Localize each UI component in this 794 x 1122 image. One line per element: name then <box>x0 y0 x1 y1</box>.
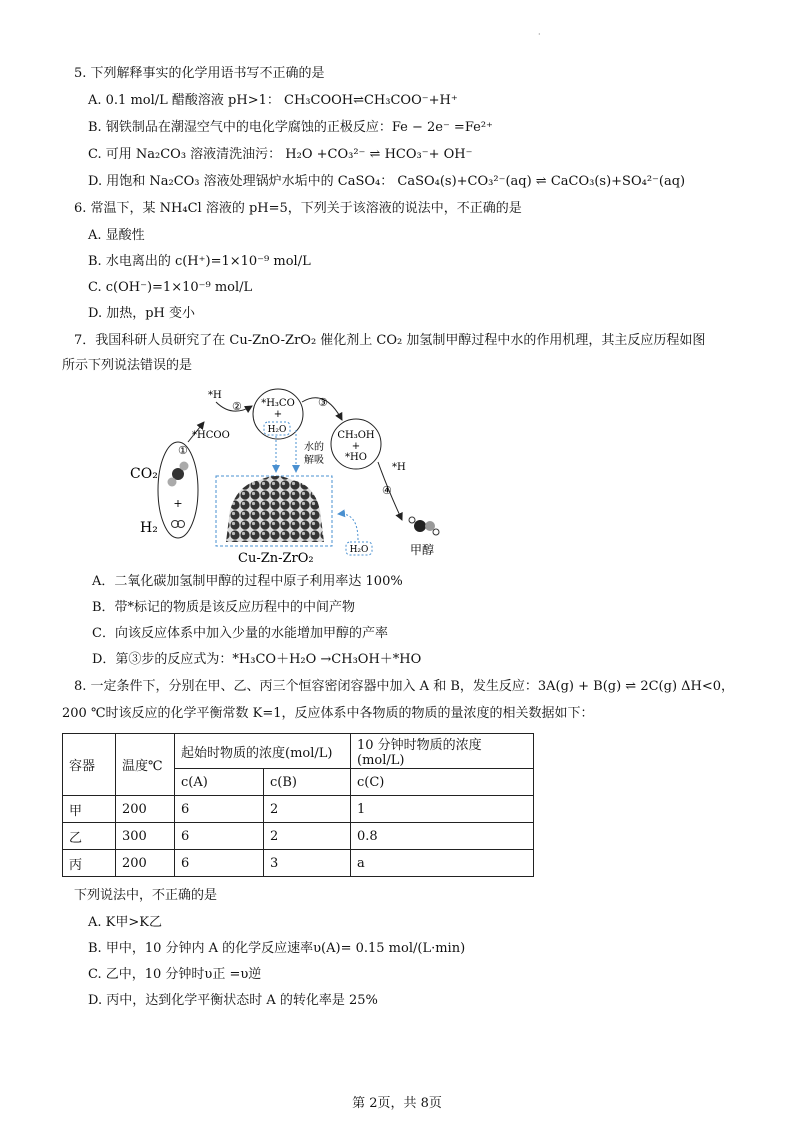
q6-stem: 6. 常温下，某 NH₄Cl 溶液的 pH=5，下列关于该溶液的说法中，不正确的是 <box>74 201 522 216</box>
catalyst-particles-icon <box>226 476 324 542</box>
h-star-label-1: *H <box>208 390 222 401</box>
hydrogen-atom-icon <box>409 517 415 523</box>
q7-option-c: C．向该反应体系中加入少量的水能增加甲醇的产率 <box>92 626 388 641</box>
q8-option-b: B. 甲中，10 分钟内 A 的化学反应速率υ(A)= 0.15 mol/(L·min) <box>88 941 466 956</box>
table-row <box>63 796 534 823</box>
q8-option-a: A. K甲>K乙 <box>88 915 162 930</box>
q6-option-c: C. c(OH⁻)=1×10⁻⁹ mol/L <box>88 280 253 295</box>
methanol-label: 甲醇 <box>410 543 435 557</box>
h3co-label: *H₃CO <box>261 398 295 409</box>
ho-label: *HO <box>345 452 367 463</box>
corner-mark: · <box>538 30 541 39</box>
table-cell: 300 <box>116 823 175 850</box>
header-container: 容器 <box>63 734 116 796</box>
oxygen-atom-icon <box>180 462 189 471</box>
h2o-label-2: H₂O <box>349 545 369 555</box>
table-cell: 1 <box>351 796 534 823</box>
product-plus: + <box>351 441 361 452</box>
intermediate-plus: + <box>273 409 283 420</box>
q5-stem <box>74 64 325 84</box>
header-temperature: 温度℃ <box>116 734 175 796</box>
step2-label: ② <box>232 400 242 413</box>
q7-option-b: B．带*标记的物质是该反应历程中的中间产物 <box>92 600 356 615</box>
q8-stem-line1: 8. 一定条件下，分别在甲、乙、丙三个恒容密闭容器中加入 A 和 B，发生反应：3A(g) + B(g) ⇌ 2C(g) ΔH<0， <box>74 679 735 694</box>
table-cell: 6 <box>175 850 264 877</box>
q7-stem-line2: 所示下列说法错误的是 <box>62 358 193 373</box>
q7-stem-line1: 7．我国科研人员研究了在 Cu-ZnO-ZrO₂ 催化剂上 CO₂ 加氢制甲醇过程中水的作用机理，其主反应历程如图 <box>74 333 706 348</box>
q7-option-a: A．二氧化碳加氢制甲醇的过程中原子利用率达 100% <box>92 574 403 589</box>
q5-option-c: C. 可用 Na₂CO₃ 溶液清洗油污： H₂O +CO₃²⁻ ⇌ HCO₃⁻+ OH⁻ <box>88 147 473 162</box>
q8-stem-line2: 200 ℃时该反应的化学平衡常数 K=1，反应体系中各物质的物质的量浓度的相关数据如下： <box>62 706 594 721</box>
header-cB: c(B) <box>264 769 351 796</box>
reaction-mechanism-diagram <box>120 380 460 570</box>
q8-option-c: C. 乙中，10 分钟时υ正 =υ逆 <box>88 967 262 982</box>
q6-option-d: D. 加热，pH 变小 <box>88 306 196 321</box>
water-return-arrow <box>338 514 358 540</box>
ch3oh-label: CH₃OH <box>337 430 375 441</box>
table-cell: 6 <box>175 823 264 850</box>
header-10min-concentration: 10 分钟时物质的浓度(mol/L) <box>351 734 534 769</box>
table-row <box>63 850 534 877</box>
table-cell: a <box>351 850 534 877</box>
header-cA: c(A) <box>175 769 264 796</box>
step4-label: ④ <box>382 484 392 497</box>
q5-option-b: B. 钢铁制品在潮湿空气中的电化学腐蚀的正极反应：Fe − 2e⁻ =Fe²⁺ <box>88 120 493 135</box>
catalyst-label: Cu-Zn-ZrO₂ <box>238 551 314 566</box>
table-cell: 甲 <box>63 796 116 823</box>
concentration-table <box>62 733 534 877</box>
oxygen-atom-icon <box>168 478 177 487</box>
table-row <box>63 823 534 850</box>
q8-sub-stem: 下列说法中，不正确的是 <box>74 888 218 903</box>
table-cell: 200 <box>116 796 175 823</box>
methanol-molecule-icon <box>414 520 426 532</box>
q6-option-b: B. 水电离出的 c(H⁺)=1×10⁻⁹ mol/L <box>88 254 311 269</box>
h2-label: H₂ <box>140 520 158 536</box>
h-star-label-2: *H <box>392 462 406 473</box>
hydrogen-atom-icon <box>433 529 439 535</box>
q5-stem-text: 5. 下列解释事实的化学用语书写不正确的是 <box>74 66 325 81</box>
table-cell: 0.8 <box>351 823 534 850</box>
h2o-label-1: H₂O <box>267 425 287 435</box>
table-cell: 丙 <box>63 850 116 877</box>
table-cell: 6 <box>175 796 264 823</box>
step3-label: ③ <box>318 396 328 409</box>
header-initial-concentration: 起始时物质的浓度(mol/L) <box>175 734 351 769</box>
table-cell: 2 <box>264 796 351 823</box>
table-cell: 2 <box>264 823 351 850</box>
water-desorption-label-2: 解吸 <box>304 455 324 466</box>
step1-label: ① <box>178 444 188 457</box>
hcoo-label: *HCOO <box>192 430 230 441</box>
q7-option-d: D．第③步的反应式为：*H₃CO＋H₂O →CH₃OH＋*HO <box>92 652 422 667</box>
q5-option-d: D. 用饱和 Na₂CO₃ 溶液处理锅炉水垢中的 CaSO₄： CaSO₄(s)+CO₃²⁻(aq) ⇌ CaCO₃(s)+SO₄²⁻(aq) <box>88 174 686 189</box>
q8-option-d: D. 丙中，达到化学平衡状态时 A 的转化率是 25% <box>88 993 378 1008</box>
diagram-plus: + <box>173 497 183 510</box>
water-desorption-label-1: 水的 <box>304 442 324 453</box>
header-cC: c(C) <box>351 769 534 796</box>
oxygen-atom-icon <box>425 521 435 531</box>
q6-option-a: A. 显酸性 <box>88 228 145 243</box>
table-cell: 3 <box>264 850 351 877</box>
table-cell: 乙 <box>63 823 116 850</box>
co2-label: CO₂ <box>130 466 158 482</box>
q5-option-a: A. 0.1 mol/L 醋酸溶液 pH>1： CH₃COOH⇌CH₃COO⁻+H⁺ <box>88 93 458 108</box>
table-cell: 200 <box>116 850 175 877</box>
page-footer: 第 2页，共 8页 <box>352 1096 442 1111</box>
